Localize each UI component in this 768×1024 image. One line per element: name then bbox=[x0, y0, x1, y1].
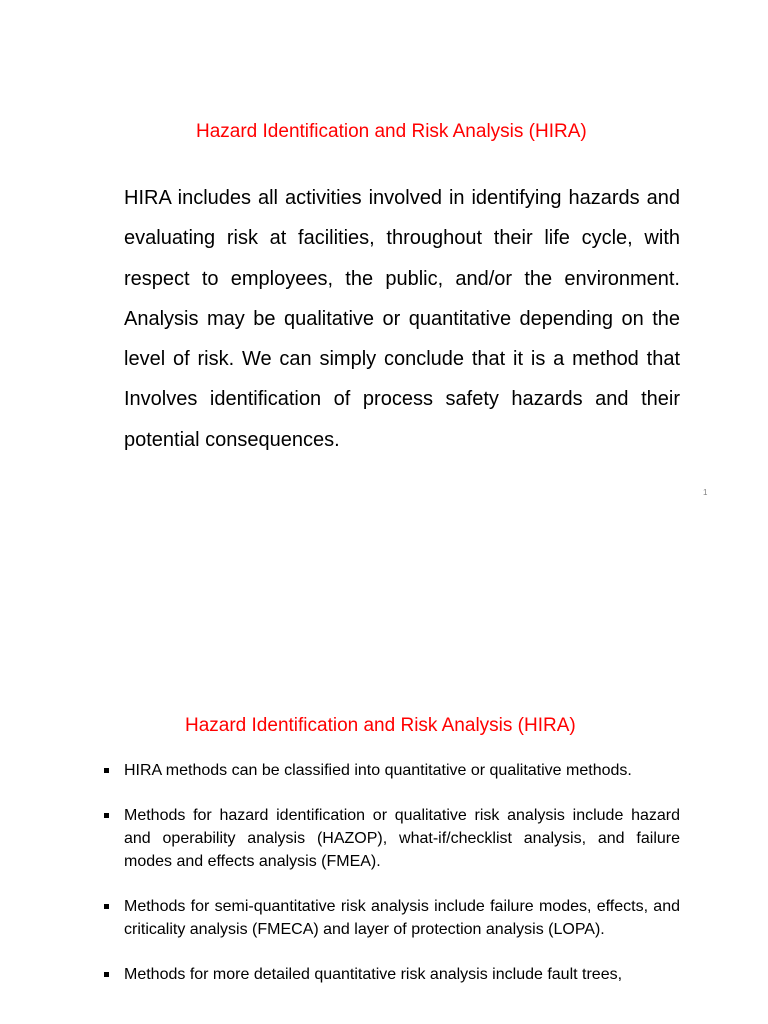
list-item-text: Methods for more detailed quantitative risk analysis include fault trees, bbox=[124, 966, 623, 983]
square-bullet-icon bbox=[104, 768, 109, 773]
list-item bbox=[104, 804, 680, 873]
square-bullet-icon bbox=[104, 972, 109, 977]
bullet-list bbox=[104, 759, 680, 1008]
body-paragraph: HIRA includes all activities involved in identifying hazards and evaluating risk at facilities, throughout their life cycle, with respect to employees, the public, and/or the environment. Analysis may be qualitative or quantitative depending on the level of risk. We can simply conclude that it is a method that Involves identification of process safety hazards and their potential consequences. bbox=[124, 187, 680, 451]
square-bullet-icon bbox=[104, 813, 109, 818]
square-bullet-icon bbox=[104, 904, 109, 909]
list-item-text: Methods for semi-quantitative risk analysis include failure modes, effects, and criticality analysis (FMECA) and layer of protection analysis (LOPA). bbox=[124, 898, 680, 938]
list-item bbox=[104, 759, 680, 782]
slide-title: Hazard Identification and Risk Analysis (HIRA) bbox=[185, 715, 576, 736]
list-item-text: Methods for hazard identification or qualitative risk analysis include hazard and operability analysis (HAZOP), what-if/checklist analysis, and failure modes and effects analysis (FMEA). bbox=[124, 807, 680, 870]
slide-title: Hazard Identification and Risk Analysis (HIRA) bbox=[196, 121, 587, 142]
list-item bbox=[104, 895, 680, 941]
list-item-text: HIRA methods can be classified into quantitative or qualitative methods. bbox=[124, 762, 632, 779]
page-number: 1 bbox=[703, 488, 708, 497]
list-item bbox=[104, 963, 680, 986]
